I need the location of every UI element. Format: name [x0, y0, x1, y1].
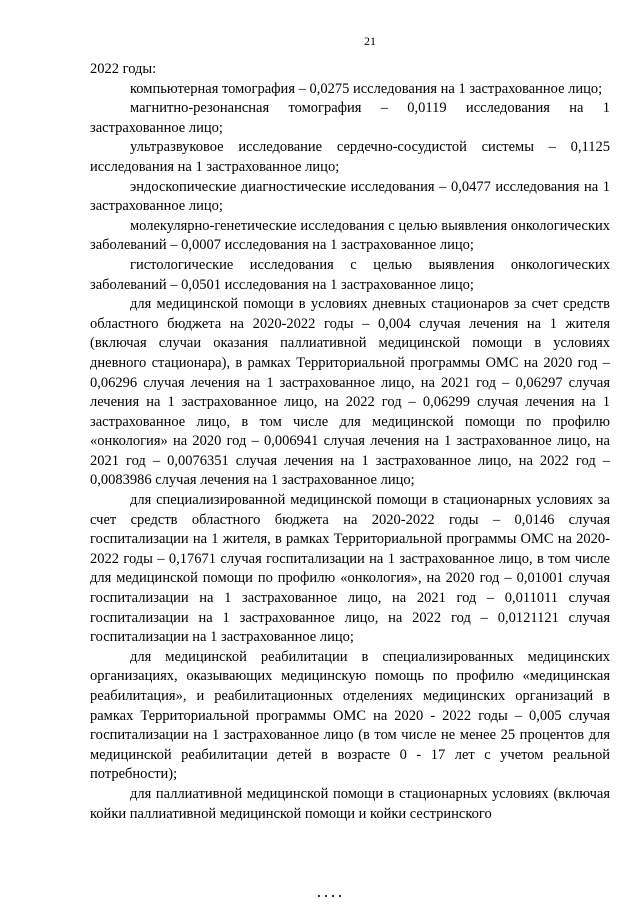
paragraph-day-hospital: для медицинской помощи в условиях дневных стационаров за счет средств областного бюджета на 2020-2022 годы – 0,004 случая лечения на 1 жителя (включая случаи оказания паллиативной медицинской помощи в условиях дневного стационара), в рамках Территориальной программы ОМС на 2020 год – 0,06296 случая лечения на 1 застрахованное лицо, на 2021 год – 0,06297 случая лечения на 1 застрахованное лицо, на 2022 год – 0,06299 случая лечения на 1 застрахованное лицо, в том числе для медицинской помощи по профилю «онкология» на 2020 год – 0,006941 случая лечения на 1 застрахованное лицо, на 2021 год – 0,0076351 случая лечения на 1 застрахованное лицо, на 2022 год – 0,0083986 случая лечения на 1 застрахованное лицо;	[90, 296, 610, 489]
paragraph-molecular-genetic: молекулярно-генетические исследования с целью выявления онкологических заболеваний – 0,0007 исследования на 1 застрахованное лицо;	[90, 217, 610, 254]
page-number: 21	[364, 34, 376, 48]
paragraph-palliative: для паллиативной медицинской помощи в стационарных условиях (включая койки паллиативной медицинской помощи и койки сестринского	[90, 785, 610, 822]
lead-line: 2022 годы:	[90, 61, 157, 77]
scan-marks	[318, 893, 348, 899]
paragraph-rehabilitation: для медицинской реабилитации в специализированных медицинских организациях, оказывающих медицинскую помощь по профилю «медицинская реабилитация», и реабилитационных отделениях медицинских организаций в рамках Территориальной программы ОМС на 2020 - 2022 годы – 0,005 случая госпитализации на 1 застрахованное лицо (в том числе не менее 25 процентов для медицинской реабилитации детей в возрасте 0 - 17 лет с учетом реальной потребности);	[90, 648, 610, 783]
paragraph-specialized-care: для специализированной медицинской помощи в стационарных условиях за счет средств областного бюджета на 2020-2022 годы – 0,0146 случая госпитализации на 1 жителя, в рамках Территориальной программы ОМС на 2020-2022 годы – 0,17671 случая госпитализации на 1 застрахованное лицо, в том числе для медицинской помощи по профилю «онкология», на 2020 год – 0,01001 случая госпитализации на 1 застрахованное лицо, на 2021 год – 0,011011 случая госпитализации на 1 застрахованное лицо, на 2022 год – 0,0121121 случая госпитализации на 1 застрахованное лицо;	[90, 492, 610, 646]
paragraph-histology: гистологические исследования с целью выявления онкологических заболеваний – 0,0501 исследования на 1 застрахованное лицо;	[90, 256, 610, 293]
paragraph-ultrasound: ультразвуковое исследование сердечно-сосудистой системы – 0,1125 исследования на 1 застрахованное лицо;	[90, 139, 610, 175]
paragraph-ct: компьютерная томография – 0,0275 исследования на 1 застрахованное лицо;	[130, 80, 603, 97]
paragraph-mri: магнитно-резонансная томография – 0,0119 исследования на 1 застрахованное лицо;	[90, 100, 610, 136]
paragraph-endoscopy: эндоскопические диагностические исследования – 0,0477 исследования на 1 застрахованное лицо;	[90, 178, 610, 215]
